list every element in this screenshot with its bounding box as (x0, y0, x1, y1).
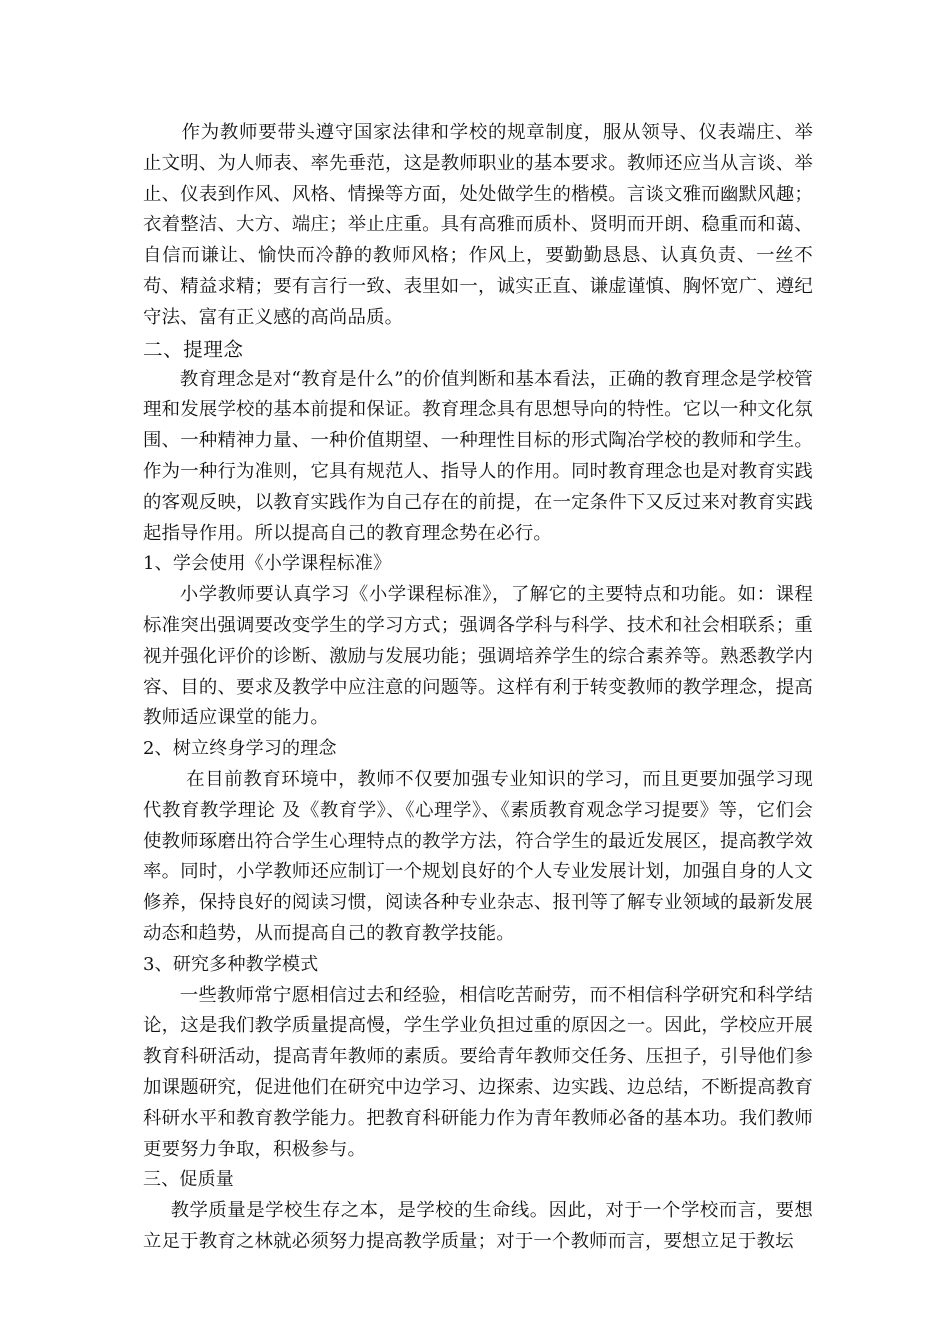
paragraph-education-philosophy: 教育理念是对“教育是什么”的价值判断和基本看法，正确的教育理念是学校管理和发展学校的基本前提和保证。教育理念具有思想导向的特性。它以一种文化氛围、一种精神力量、一种价值期望、一种理性目标的形式陶冶学校的教师和学生。作为一种行为准则，它具有规范人、指导人的作用。同时教育理念也是对教育实践的客观反映，以教育实践作为自己存在的前提，在一定条件下又反过来对教育实践起指导作用。所以提高自己的教育理念势在必行。 (143, 368, 813, 544)
subheading-lifelong-learning: 2、树立终身学习的理念 (143, 738, 337, 760)
section-heading-philosophy: 二、提理念 (143, 337, 244, 361)
paragraph-curriculum-standard: 小学教师要认真学习《小学课程标准》，了解它的主要特点和功能。如：课程标准突出强调要改变学生的学习方式；强调各学科与科学、技术和社会相联系；重视并强化评价的诊断、激励与发展功能；强调培养学生的综合素养等。熟悉教学内容、目的、要求及教学中应注意的问题等。这样有利于转变教师的教学理念，提高教师适应课堂的能力。 (143, 584, 813, 729)
section-heading-quality: 三、促质量 (143, 1169, 234, 1191)
paragraph-teaching-models: 一些教师常宁愿相信过去和经验，相信吃苦耐劳，而不相信科学研究和科学结论，这是我们教学质量提高慢，学生学业负担过重的原因之一。因此，学校应开展教育科研活动，提高青年教师的素质。要给青年教师交任务、压担子，引导他们参加课题研究，促进他们在研究中边学习、边探索、边实践、边总结，不断提高教育科研水平和教育教学能力。把教育科研能力作为青年教师必备的基本功。我们教师更要努力争取，积极参与。 (143, 984, 813, 1160)
subheading-curriculum-standard: 1、学会使用《小学课程标准》 (143, 553, 392, 575)
paragraph-teacher-conduct: 作为教师要带头遵守国家法律和学校的规章制度，服从领导、仪表端庄、举止文明、为人师表、率先垂范，这是教师职业的基本要求。教师还应当从言谈、举止、仪表到作风、风格、情操等方面，处处做学生的楷模。言谈文雅而幽默风趣；衣着整洁、大方、端庄；举止庄重。具有高雅而质朴、贤明而开朗、稳重而和蔼、自信而谦让、愉快而冷静的教师风格；作风上，要勤勤恳恳、认真负责、一丝不苟、精益求精；要有言行一致、表里如一，诚实正直、谦虚谨慎、胸怀宽广、遵纪守法、富有正义感的高尚品质。 (143, 122, 813, 328)
paragraph-lifelong-learning: 在目前教育环境中，教师不仅要加强专业知识的学习，而且更要加强学习现代教育教学理论 及《教育学》、《心理学》、《素质教育观念学习提要》等，它们会使教师琢磨出符合学生心理特点的教学方法，符合学生的最近发展区，提高教学效率。同时，小学教师还应制订一个规划良好的个人专业发展计划，加强自身的人文修养，保持良好的阅读习惯，阅读各种专业杂志、报刊等了解专业领域的最新发展动态和趋势，从而提高自己的教育教学技能。 (143, 768, 813, 944)
subheading-teaching-models: 3、研究多种教学模式 (143, 953, 319, 975)
paragraph-teaching-quality: 教学质量是学校生存之本，是学校的生命线。因此，对于一个学校而言，要想立足于教育之林就必须努力提高教学质量；对于一个教师而言，要想立足于教坛 (143, 1200, 813, 1252)
document-page (143, 118, 813, 1258)
